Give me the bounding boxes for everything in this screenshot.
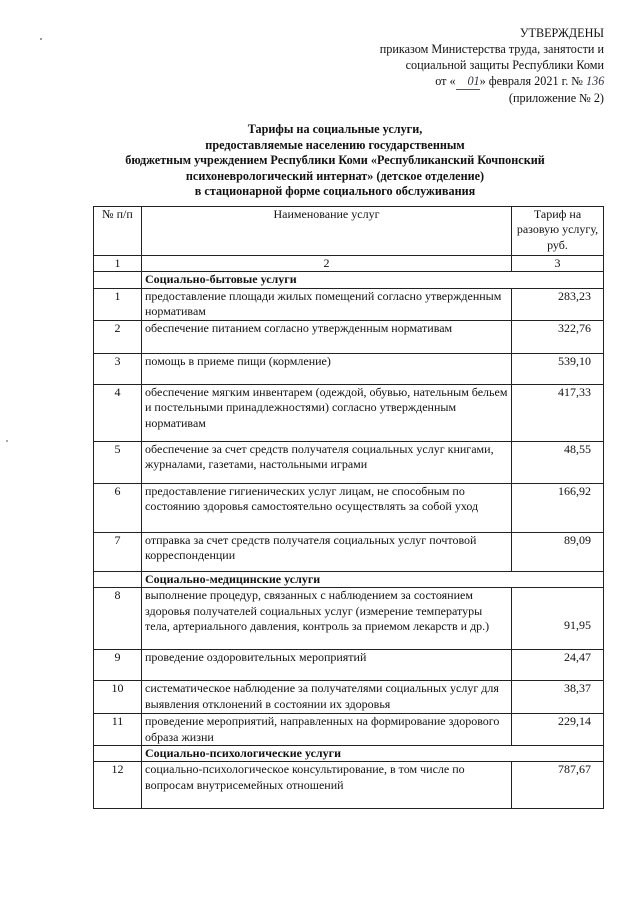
title-line-4: психоневрологический интернат» (детское отделение) xyxy=(185,168,485,183)
table-row xyxy=(94,532,604,571)
row-name: отправка за счет средств получателя социальных услуг почтовой корреспонденции xyxy=(142,532,512,571)
column-number: 1 xyxy=(94,256,142,272)
row-name: предоставление площади жилых помещений согласно утвержденным нормативам xyxy=(142,288,512,320)
header-num: № п/п xyxy=(94,207,142,256)
approval-stamp xyxy=(380,25,604,106)
handwritten-day: 01 xyxy=(456,73,480,90)
row-num: 3 xyxy=(94,353,142,384)
table-row xyxy=(94,320,604,353)
row-tariff: 283,23 xyxy=(512,288,604,320)
table-row xyxy=(94,441,604,483)
scan-speck xyxy=(6,440,8,442)
row-num: 10 xyxy=(94,681,142,714)
row-name: выполнение процедур, связанных с наблюдением за состоянием здоровья получателей социальных услуг (измерение температуры тела, артериального давления, контроль за приемом лекарств и др.) xyxy=(142,588,512,650)
table-row xyxy=(94,681,604,714)
row-num: 4 xyxy=(94,384,142,441)
section-title: Социально-психологические услуги xyxy=(142,746,604,762)
document-title xyxy=(90,122,580,200)
row-num: 11 xyxy=(94,714,142,746)
row-name: проведение мероприятий, направленных на формирование здорового образа жизни xyxy=(142,714,512,746)
row-tariff: 48,55 xyxy=(512,441,604,483)
section-row xyxy=(94,272,604,288)
row-tariff: 787,67 xyxy=(512,762,604,809)
approval-order-line: приказом Министерства труда, занятости и xyxy=(379,42,604,56)
table-row xyxy=(94,483,604,532)
row-tariff: 322,76 xyxy=(512,320,604,353)
section-row xyxy=(94,746,604,762)
row-name: обеспечение питанием согласно утвержденным нормативам xyxy=(142,320,512,353)
table-row xyxy=(94,714,604,746)
column-number: 2 xyxy=(142,256,512,272)
row-tariff: 229,14 xyxy=(512,714,604,746)
column-number-row xyxy=(94,256,604,272)
row-num: 1 xyxy=(94,288,142,320)
table-row xyxy=(94,384,604,441)
column-number: 3 xyxy=(512,256,604,272)
approval-appendix: (приложение № 2) xyxy=(508,91,604,105)
row-num: 9 xyxy=(94,650,142,681)
row-name: обеспечение мягким инвентарем (одеждой, обувью, нательным бельем и постельными принадлежностями) согласно утвержденным нормативам xyxy=(142,384,512,441)
title-line-5: в стационарной форме социального обслуживания xyxy=(194,184,476,199)
approval-heading: УТВЕРЖДЕНЫ xyxy=(519,26,604,40)
title-line-2: предоставляемые населению государственным xyxy=(205,137,465,152)
tariff-table xyxy=(93,206,604,809)
table-row xyxy=(94,588,604,650)
table-row xyxy=(94,353,604,384)
handwritten-order-number: 136 xyxy=(586,74,605,88)
approval-date-line xyxy=(380,73,604,90)
row-tariff: 166,92 xyxy=(512,483,604,532)
row-tariff: 417,33 xyxy=(512,384,604,441)
row-tariff: 91,95 xyxy=(512,588,604,650)
row-num: 5 xyxy=(94,441,142,483)
row-name: систематическое наблюдение за получателями социальных услуг для выявления отклонений в состоянии их здоровья xyxy=(142,681,512,714)
date-prefix: от « xyxy=(435,74,456,88)
table-header-row xyxy=(94,207,604,256)
approval-ministry-line: социальной защиты Республики Коми xyxy=(405,58,604,72)
row-num: 7 xyxy=(94,532,142,571)
section-title: Социально-медицинские услуги xyxy=(142,571,604,587)
row-num: 8 xyxy=(94,588,142,650)
row-name: обеспечение за счет средств получателя социальных услуг книгами, журналами, газетами, настольными играми xyxy=(142,441,512,483)
table-row xyxy=(94,762,604,809)
row-name: проведение оздоровительных мероприятий xyxy=(142,650,512,681)
header-name: Наименование услуг xyxy=(142,207,512,256)
row-name: помощь в приеме пищи (кормление) xyxy=(142,353,512,384)
row-tariff: 539,10 xyxy=(512,353,604,384)
table-row xyxy=(94,650,604,681)
section-title: Социально-бытовые услуги xyxy=(142,272,604,288)
scan-speck xyxy=(40,38,42,40)
row-num: 2 xyxy=(94,320,142,353)
section-row xyxy=(94,571,604,587)
title-line-3: бюджетным учреждением Республики Коми «Республиканский Кочпонский xyxy=(125,153,545,168)
row-tariff: 38,37 xyxy=(512,681,604,714)
row-num: 12 xyxy=(94,762,142,809)
row-name: предоставление гигиенических услуг лицам, не способным по состоянию здоровья самостоятельно осуществлять за собой уход xyxy=(142,483,512,532)
row-num: 6 xyxy=(94,483,142,532)
title-line-1: Тарифы на социальные услуги, xyxy=(247,122,423,136)
table-row xyxy=(94,288,604,320)
row-name: социально-психологическое консультирование, в том числе по вопросам внутрисемейных отношений xyxy=(142,762,512,809)
row-tariff: 24,47 xyxy=(512,650,604,681)
row-tariff: 89,09 xyxy=(512,532,604,571)
date-mid: » февраля 2021 г. № xyxy=(479,74,583,88)
header-tariff: Тариф на разовую услугу, руб. xyxy=(512,207,604,256)
